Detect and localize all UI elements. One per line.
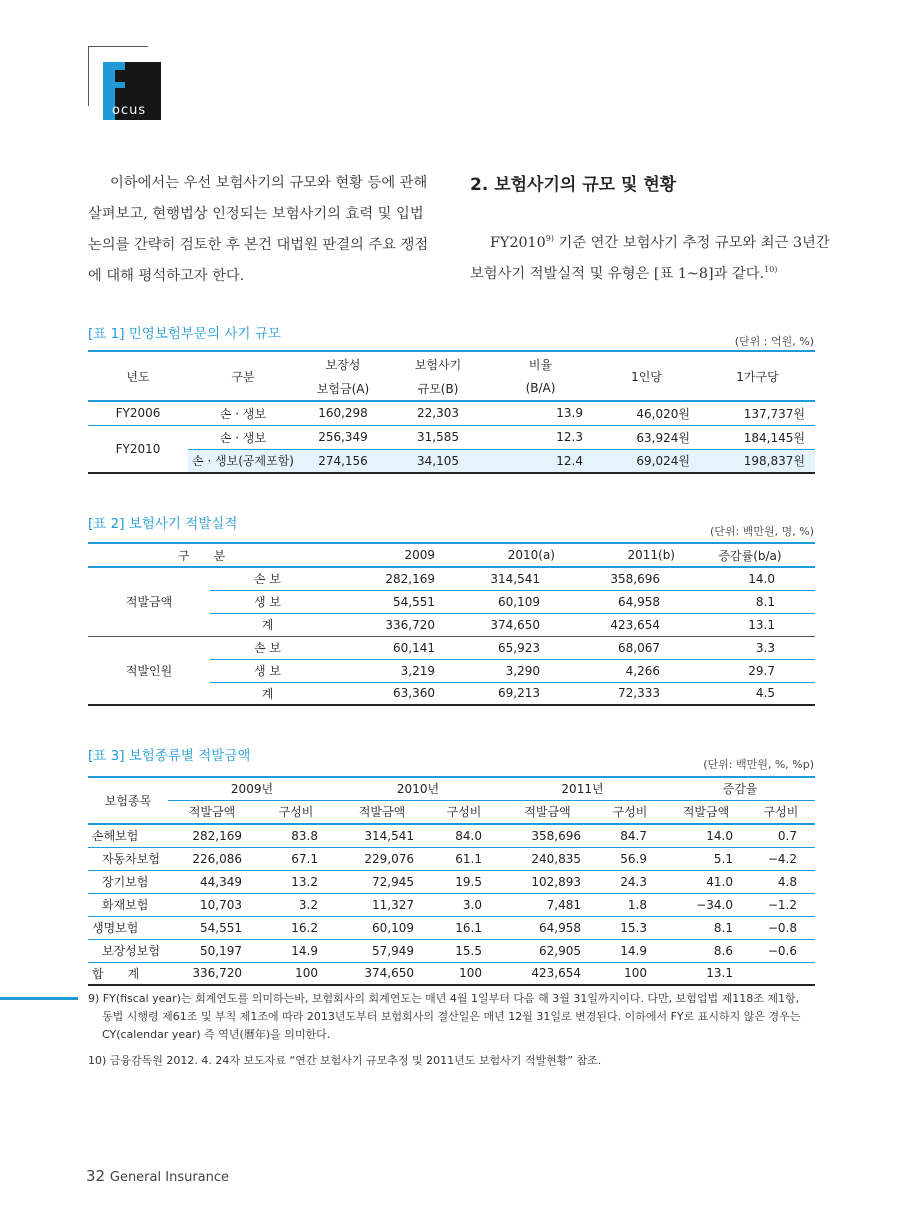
cell: 423,654 <box>610 617 660 632</box>
cell: 100 <box>295 966 318 981</box>
cell: 손 · 생보 <box>219 406 267 421</box>
cell: 60,109 <box>498 594 540 609</box>
col-header: 비율 <box>528 357 553 372</box>
col-header: 구성비 <box>446 805 482 820</box>
col-header: 적발금액 <box>682 805 730 820</box>
cell: 314,541 <box>364 828 414 843</box>
col-header: 증감률(b/a) <box>718 548 782 563</box>
table-row <box>88 425 815 449</box>
table-row <box>88 939 815 962</box>
cell: 12.4 <box>488 449 593 473</box>
footnote-ref[interactable]: 9) <box>545 234 554 244</box>
cell: 3,219 <box>400 663 435 678</box>
cell: 137,737원 <box>743 406 805 421</box>
cell: 229,076 <box>364 851 414 866</box>
cell: 67.1 <box>291 851 318 866</box>
col-header: 보험사기 <box>414 357 462 372</box>
cell: 100 <box>624 966 647 981</box>
cell: 14.9 <box>620 943 647 958</box>
table-row <box>88 824 815 847</box>
cell: 68,067 <box>618 640 660 655</box>
cell: 13.9 <box>556 406 583 421</box>
cell: 19.5 <box>455 874 482 889</box>
paragraph-text: 기준 연간 보험사기 추정 규모와 최근 3년간 <box>553 235 830 251</box>
table2-unit: (단위: 백만원, 명, %) <box>710 525 814 538</box>
cell: −34.0 <box>696 897 733 912</box>
cell: 54,551 <box>393 594 435 609</box>
cell: 13.1 <box>748 617 775 632</box>
col-header: 구성비 <box>612 805 648 820</box>
cell: 50,197 <box>200 943 242 958</box>
cell: 손 · 생보 <box>219 430 267 445</box>
col-header: (B/A) <box>525 381 556 395</box>
paragraph-line: 에 대해 평석하고자 한다. <box>88 268 245 284</box>
col-header: 2009년 <box>168 777 336 800</box>
cell: 41.0 <box>706 874 733 889</box>
table-row <box>88 847 815 870</box>
cell: 14.9 <box>291 943 318 958</box>
col-header: 2010년 <box>336 777 500 800</box>
cell: 15.3 <box>620 920 647 935</box>
cell: 60,141 <box>393 640 435 655</box>
col-header: 2009 <box>404 548 435 562</box>
intro-paragraph <box>88 168 438 292</box>
col-header: 2011(b) <box>627 548 675 562</box>
cell: 54,551 <box>200 920 242 935</box>
cell: 11,327 <box>372 897 414 912</box>
cell: 생 보 <box>254 664 281 678</box>
table-row <box>88 916 815 939</box>
cell: 69,024원 <box>593 449 700 473</box>
cell: 226,086 <box>192 851 242 866</box>
table1-unit: (단위 : 억원, %) <box>734 335 814 348</box>
cell: 3.3 <box>755 640 775 655</box>
cell: 0.7 <box>777 828 797 843</box>
cell: 장기보험 <box>102 875 149 889</box>
cell: 14.0 <box>706 828 733 843</box>
cell: 손 보 <box>254 572 281 587</box>
cell: 24.3 <box>620 874 647 889</box>
footnote-9 <box>88 990 818 1044</box>
cell: 184,145원 <box>743 430 805 445</box>
logo-text: ocus <box>112 103 147 118</box>
cell: 13.1 <box>706 966 733 981</box>
publication-title: General Insurance <box>109 1170 230 1185</box>
cell: 63,924원 <box>636 430 690 445</box>
footnote-line: 동법 시행령 제61조 및 부칙 제1조에 따라 2013년도부터 보험회사의 결산일은 매년 12월 31일로 변경된다. 이하에서 FY로 표시하지 않은 경우는 <box>102 1010 801 1023</box>
cell: 64,958 <box>539 920 581 935</box>
cell: 생 보 <box>254 595 281 609</box>
col-header: 구분 <box>231 369 255 384</box>
page-number: 32 <box>86 1167 106 1185</box>
col-header: 보장성 <box>325 357 361 372</box>
cell: 7,481 <box>546 897 581 912</box>
col-header: 2010(a) <box>507 548 555 562</box>
col-header: 규모(B) <box>417 381 459 396</box>
cell: 생명보험 <box>92 921 139 935</box>
cell: 256,349 <box>318 430 368 444</box>
col-header: 적발금액 <box>524 805 571 820</box>
cell: 3.0 <box>462 897 482 912</box>
paragraph-line: 논의를 간략히 검토한 후 본건 대법원 판결의 주요 쟁점 <box>88 237 429 253</box>
cell: 4,266 <box>625 663 660 678</box>
cell: 46,020원 <box>636 406 690 421</box>
paragraph-text: 보험사기 적발실적 및 유형은 [표 1~8]과 같다. <box>470 266 765 282</box>
cell: 83.8 <box>291 828 318 843</box>
cell: 102,893 <box>531 874 581 889</box>
cell: 14.0 <box>748 571 775 586</box>
col-header: 보험금(A) <box>316 381 370 396</box>
footnote-line: CY(calendar year) 즉 역년(曆年)을 의미한다. <box>102 1028 331 1041</box>
section-heading: 2. 보험사기의 규모 및 현황 <box>470 175 677 195</box>
cell: 336,720 <box>385 617 435 632</box>
row-group-label: 적발인원 <box>125 663 173 678</box>
table2-caption: [표 2] 보험사기 적발실적 <box>88 516 238 532</box>
table-row <box>88 636 815 659</box>
table-row <box>88 449 815 473</box>
cell: 358,696 <box>531 828 581 843</box>
page-footer <box>86 1167 229 1185</box>
cell: 72,945 <box>372 874 414 889</box>
col-header: 적발금액 <box>188 805 236 820</box>
footnote-line: 9) FY(fiscal year)는 회계연도를 의미하는바, 보험회사의 회계연도는 매년 4월 1일부터 다음 해 3월 31일까지이다. 다만, 보험업법 제118조 제1항, <box>88 992 800 1005</box>
paragraph-line: 살펴보고, 현행법상 인정되는 보험사기의 효력 및 입법 <box>88 206 424 222</box>
col-header: 구성비 <box>763 805 799 820</box>
col-header: 구성비 <box>278 805 314 820</box>
cell: 57,949 <box>372 943 414 958</box>
cell: 64,958 <box>618 594 660 609</box>
cell: 계 <box>261 618 274 632</box>
cell: 100 <box>459 966 482 981</box>
cell: 29.7 <box>748 663 775 678</box>
cell: 10,703 <box>200 897 242 912</box>
paragraph-text: FY2010 <box>490 235 546 251</box>
cell: FY2010 <box>115 441 161 456</box>
table-row <box>88 401 815 425</box>
cell: 336,720 <box>192 966 242 981</box>
col-header: 1가구당 <box>736 369 779 384</box>
col-header: 보험종목 <box>104 794 152 808</box>
cell: 3,290 <box>505 663 540 678</box>
table-row <box>88 567 815 590</box>
cell: 34,105 <box>388 449 488 473</box>
cell: 31,585 <box>417 430 459 444</box>
cell: 22,303 <box>417 406 459 421</box>
cell: 198,837원 <box>700 449 815 473</box>
cell: 자동차보험 <box>102 852 160 866</box>
footnote-10: 10) 금융감독원 2012. 4. 24자 보도자료 “연간 보험사기 규모추정 및 2011년도 보험사기 적발현황” 참조. <box>88 1054 602 1067</box>
cell: 5.1 <box>713 851 733 866</box>
col-header: 구 분 <box>178 548 226 563</box>
table3-unit: (단위: 백만원, %, %p) <box>703 758 814 771</box>
col-header: 1인당 <box>631 369 662 384</box>
cell: 56.9 <box>620 851 647 866</box>
cell: 화재보험 <box>102 898 149 912</box>
cell: FY2006 <box>115 406 161 421</box>
cell: 8.1 <box>755 594 775 609</box>
cell: 358,696 <box>610 571 660 586</box>
cell: 16.1 <box>455 920 482 935</box>
cell: 63,360 <box>393 686 435 701</box>
cell: 4.5 <box>755 686 775 701</box>
paragraph-line: 이하에서는 우선 보험사기의 규모와 현황 등에 관해 <box>110 175 428 191</box>
cell: 374,650 <box>490 617 540 632</box>
cell: −0.8 <box>767 920 797 935</box>
cell: 62,905 <box>539 943 581 958</box>
cell: 손해보험 <box>92 829 139 844</box>
table-row <box>88 870 815 893</box>
cell: 60,109 <box>372 920 414 935</box>
cell: 15.5 <box>455 943 482 958</box>
cell: 손 보 <box>254 641 281 655</box>
cell: 1.8 <box>627 897 647 912</box>
col-header: 적발금액 <box>358 805 406 820</box>
logo-frame-line <box>88 46 148 47</box>
cell: 13.2 <box>291 874 318 889</box>
cell: 12.3 <box>556 430 583 444</box>
cell: 손 · 생보(공제포함) <box>188 449 298 473</box>
col-header: 년도 <box>126 369 150 384</box>
table-row <box>88 962 815 985</box>
table3-caption: [표 3] 보험종류별 적발금액 <box>88 748 251 764</box>
table-row <box>88 893 815 916</box>
cell: −1.2 <box>767 897 797 912</box>
cell: −0.6 <box>767 943 797 958</box>
col-header: 2011년 <box>500 777 665 800</box>
cell: 314,541 <box>490 571 540 586</box>
cell: 계 <box>261 686 274 701</box>
cell: 72,333 <box>618 686 660 701</box>
table2 <box>88 542 815 706</box>
table1 <box>88 350 815 474</box>
cell: 69,213 <box>498 686 540 701</box>
cell: 44,349 <box>200 874 242 889</box>
cell: 274,156 <box>298 449 388 473</box>
cell: 4.8 <box>777 874 797 889</box>
table3 <box>88 776 815 986</box>
cell: 보장성보험 <box>102 944 160 958</box>
cell: 160,298 <box>318 406 368 421</box>
cell: 61.1 <box>455 851 482 866</box>
cell: −4.2 <box>767 851 797 866</box>
footnote-ref[interactable]: 10) <box>764 265 778 275</box>
cell: 240,835 <box>531 851 581 866</box>
cell: 374,650 <box>364 966 414 981</box>
cell: 84.0 <box>455 828 482 843</box>
cell: 8.6 <box>713 943 733 958</box>
section-paragraph <box>470 228 830 290</box>
cell: 282,169 <box>192 828 242 843</box>
cell: 65,923 <box>498 640 540 655</box>
logo-frame-line <box>88 46 89 106</box>
cell: 16.2 <box>291 920 318 935</box>
cell: 282,169 <box>385 571 435 586</box>
table1-caption: [표 1] 민영보험부문의 사기 규모 <box>88 326 281 342</box>
cell: 84.7 <box>620 828 647 843</box>
cell: 3.2 <box>298 897 318 912</box>
col-header: 증감율 <box>665 777 815 800</box>
cell: 423,654 <box>531 966 581 981</box>
footnote-accent-bar <box>0 997 78 1000</box>
cell: 8.1 <box>713 920 733 935</box>
cell: 합 계 <box>92 966 140 981</box>
cell <box>747 962 815 985</box>
row-group-label: 적발금액 <box>88 567 210 636</box>
